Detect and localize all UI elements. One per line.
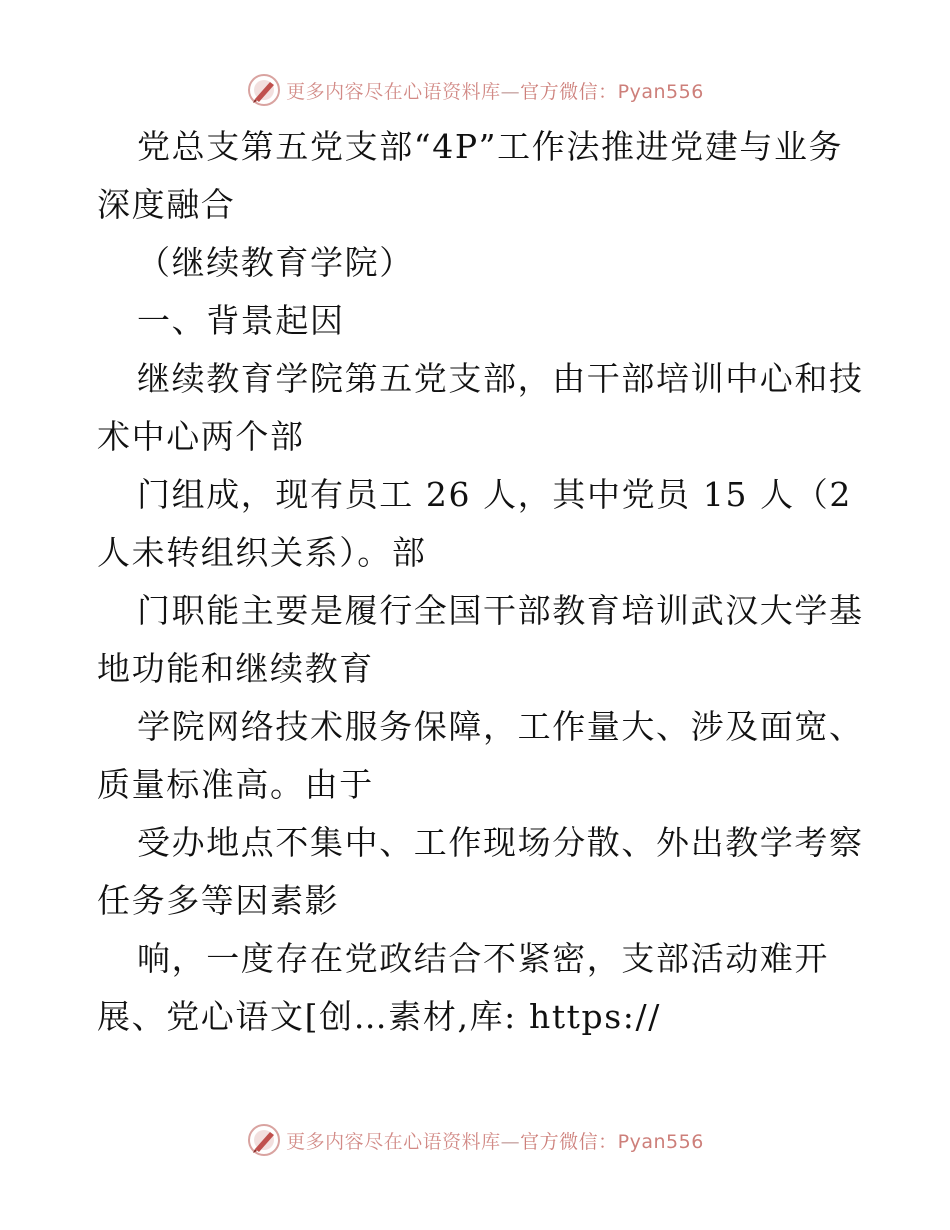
document-body <box>97 118 864 1046</box>
watermark-main-text: 更多内容尽在心语资料库 <box>286 80 501 103</box>
pen-logo-icon <box>246 72 282 108</box>
paragraph-line: 学院网络技术服务保障，工作量大、涉及面宽、 <box>137 707 864 746</box>
paragraph-line: 继续教育学院第五党支部，由干部培训中心和技 <box>137 359 864 398</box>
paragraph-line: 地功能和继续教育 <box>97 649 374 688</box>
title-line-1: 党总支第五党支部“4P”工作法推进党建与业务 <box>137 127 844 166</box>
watermark-main-text: 更多内容尽在心语资料库 <box>286 1130 501 1153</box>
footer-watermark-banner <box>0 1120 950 1160</box>
pen-logo-icon <box>246 1122 282 1158</box>
paragraph-line: 展、党心语文[创…素材,库: https:// <box>97 997 661 1036</box>
paragraph-line: 门组成，现有员工 26 人，其中党员 15 人（2 <box>137 475 852 514</box>
paragraph-line: 响，一度存在党政结合不紧密，支部活动难开 <box>137 939 829 978</box>
subtitle-line: （继续教育学院） <box>137 243 414 282</box>
watermark-separator: — <box>500 1130 521 1153</box>
watermark-wechat-text: 官方微信：Pyan556 <box>520 1130 704 1153</box>
header-watermark-banner <box>0 70 950 110</box>
title-line-2: 深度融合 <box>97 185 236 224</box>
paragraph-line: 质量标准高。由于 <box>97 765 374 804</box>
paragraph-line: 门职能主要是履行全国干部教育培训武汉大学基 <box>137 591 864 630</box>
watermark-wechat-text: 官方微信：Pyan556 <box>520 80 704 103</box>
paragraph-line: 术中心两个部 <box>97 417 305 456</box>
paragraph-line: 人未转组织关系）。部 <box>97 533 427 572</box>
watermark-separator: — <box>500 80 521 103</box>
paragraph-line: 任务多等因素影 <box>97 881 340 920</box>
section-heading: 一、背景起因 <box>137 301 345 340</box>
paragraph-line: 受办地点不集中、工作现场分散、外出教学考察 <box>137 823 864 862</box>
